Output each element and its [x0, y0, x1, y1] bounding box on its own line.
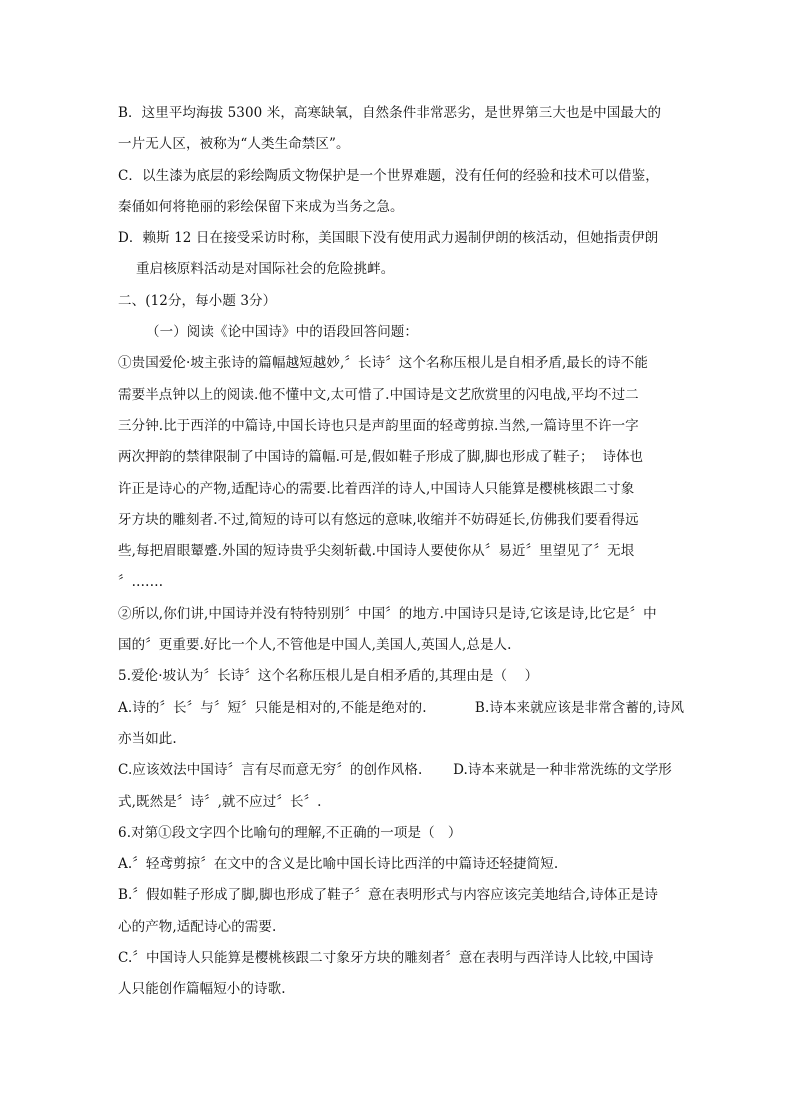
question-6-option-a: A.〞轻鸢剪掠〞在文中的含义是比喻中国长诗比西洋的中篇诗还轻捷简短. — [118, 856, 559, 873]
question-5-options-ab-line-2: 亦当如此. — [118, 730, 177, 747]
passage-paragraph-1-line-5: 许正是诗心的产物,适配诗心的需要.比着西洋的诗人,中国诗人只能算是樱桃核跟二寸象 — [118, 480, 635, 497]
passage-paragraph-1-line-3: 三分钟.比于西洋的中篇诗,中国长诗也只是声韵里面的轻鸢剪掠.当然,一篇诗里不许一字 — [118, 417, 639, 434]
option-d-line-1: D．赖斯 12 日在接受采访时称，美国眼下没有使用武力遏制伊朗的核活动，但她指责伊朗 — [118, 230, 659, 247]
passage-paragraph-2-line-1: ②所以,你们讲,中国诗并没有特特别别〞中国〞的地方.中国诗只是诗,它该是诗,比它是〞中 — [118, 605, 657, 622]
option-d-line-2: 重启核原料活动是对国际社会的危险挑衅。 — [136, 261, 395, 278]
document-body — [118, 98, 685, 1006]
question-6-stem: 6.对第①段文字四个比喻句的理解,不正确的一项是（ ） — [118, 824, 462, 841]
passage-paragraph-1-line-4: 两次押韵的禁律限制了中国诗的篇幅.可是,假如鞋子形成了脚,脚也形成了鞋子； 诗体也 — [118, 449, 644, 466]
reading-instruction: （一）阅读《论中国诗》中的语段回答问题： — [146, 324, 418, 341]
option-b-line-1: B．这里平均海拔 5300 米，高寒缺氧，自然条件非常恶劣，是世界第三大也是中国最大的 — [118, 105, 662, 121]
passage-paragraph-2-line-2: 国的〞更重要.好比一个人,不管他是中国人,美国人,英国人,总是人. — [118, 637, 512, 654]
question-6-option-c-line-2: 人只能创作篇幅短小的诗歌. — [118, 981, 286, 998]
passage-paragraph-1-line-1: ①贵国爱伦·坡主张诗的篇幅越短越妙,〞长诗〞这个名称压根儿是自相矛盾,最长的诗不能 — [118, 355, 648, 372]
question-6-option-b-line-1: B.〞假如鞋子形成了脚,脚也形成了鞋子〞意在表明形式与内容应该完美地结合,诗体正是诗 — [118, 887, 658, 904]
passage-paragraph-1-line-2: 需要半点钟以上的阅读.他不懂中文,太可惜了.中国诗是文艺欣赏里的闪电战,平均不过二 — [118, 386, 639, 403]
passage-paragraph-1-line-7: 些,每把眉眼颦蹙.外国的短诗贵乎尖刻斩截.中国诗人要使你从〞易近〞里望见了〞无垠 — [118, 543, 635, 560]
question-5-options-cd-line-1: C.应该效法中国诗〞言有尽而意无穷〞的创作风格. D.诗本来就是一种非常洗练的文学形 — [118, 762, 672, 779]
section-two-heading: 二、(12分，每小题 3分） — [118, 292, 277, 309]
passage-paragraph-1-line-8: 〞.…… — [118, 574, 164, 591]
question-5-options-ab-line-1: A.诗的〞长〞与〞短〞只能是相对的,不能是绝对的. B.诗本来就应该是非常含蓄的,诗风 — [118, 699, 685, 716]
question-6-option-c-line-1: C.〞中国诗人只能算是樱桃核跟二寸象牙方块的雕刻者〞意在表明与西洋诗人比较,中国诗 — [118, 950, 654, 967]
option-b-line-2: 一片无人区，被称为“人类生命禁区”。 — [118, 136, 350, 153]
option-c-line-2: 秦俑如何将艳丽的彩绘保留下来成为当务之急。 — [118, 198, 404, 215]
question-5-stem: 5.爱伦·坡认为〞长诗〞这个名称压根儿是自相矛盾的,其理由是（ ） — [118, 668, 539, 685]
question-5-options-cd-line-2: 式,既然是〞诗〞,就不应过〞长〞. — [118, 793, 322, 810]
question-6-option-b-line-2: 心的产物,适配诗心的需要. — [118, 918, 277, 935]
passage-paragraph-1-line-6: 牙方块的雕刻者.不过,简短的诗可以有悠远的意味,收缩并不妨碍延长,仿佛我们要看得远 — [118, 511, 639, 528]
option-c-line-1: C．以生漆为底层的彩绘陶质文物保护是一个世界难题，没有任何的经验和技术可以借鉴， — [118, 167, 659, 184]
